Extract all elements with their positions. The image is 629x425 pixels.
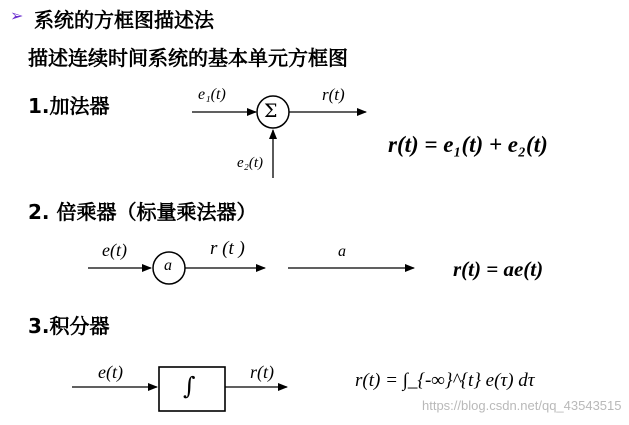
section-integrator-heading: 3.积分器 <box>28 314 110 338</box>
multiplier-equation: r(t) = ae(t) <box>453 257 544 281</box>
gain-arrow-label: a <box>338 243 346 260</box>
mult-output-label: r (t ) <box>210 238 245 259</box>
sum-symbol: Σ <box>264 100 278 122</box>
integ-output-label: r(t) <box>250 362 274 382</box>
mult-input-label: e(t) <box>102 240 127 260</box>
page-title: 系统的方框图描述法 <box>34 8 214 32</box>
integ-input-label: e(t) <box>98 362 123 382</box>
adder-output-label: r(t) <box>322 85 345 104</box>
integrator-equation-text: r(t) = ∫_{-∞}^{t} e(τ) dτ <box>355 370 535 391</box>
bullet-arrow-icon: ➢ <box>10 6 24 25</box>
page-subtitle: 描述连续时间系统的基本单元方框图 <box>28 46 348 70</box>
adder-input1-label: e₁(t) <box>198 86 226 103</box>
integral-symbol: ∫ <box>183 372 196 400</box>
adder-input2-label: e₂(t) <box>237 155 264 171</box>
mult-gain-symbol: a <box>164 257 172 274</box>
section-adder-heading: 1.加法器 <box>28 94 110 118</box>
adder-equation: r(t) = e₁(t) + e₂(t) <box>388 132 548 157</box>
integrator-equation <box>355 370 535 392</box>
watermark-text: https://blog.csdn.net/qq_43543515 <box>422 398 622 413</box>
section-multiplier-heading: 2. 倍乘器（标量乘法器） <box>28 200 257 224</box>
